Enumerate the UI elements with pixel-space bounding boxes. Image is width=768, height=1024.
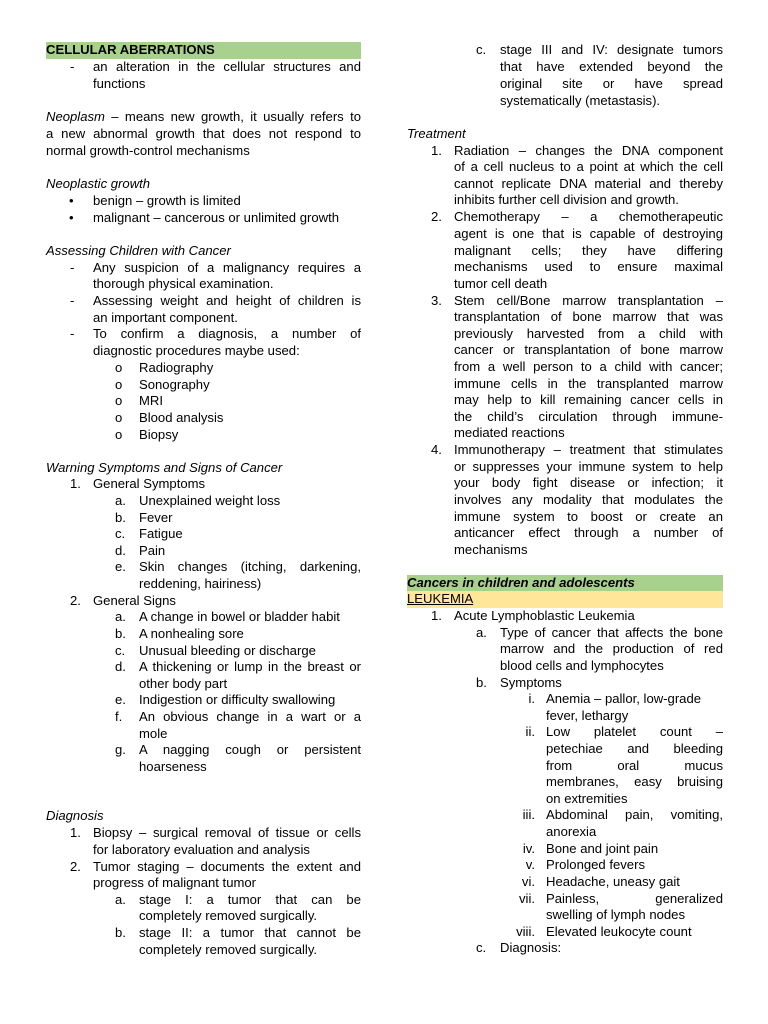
sign-item: Indigestion or difficulty swallowing: [139, 692, 336, 707]
treatment-line: cancer or transplantation of bone marrow: [454, 342, 723, 357]
neoplasm-line: a new abnormal growth that does not respond to: [46, 126, 361, 141]
symptom-item: petechiae and bleeding: [546, 741, 723, 756]
list-item: benign – growth is limited: [93, 193, 241, 208]
treatment-line: mediated reactions: [454, 425, 565, 440]
circle-marker: o: [115, 393, 123, 408]
letter-marker: a.: [115, 493, 126, 508]
roman-marker: i.: [528, 691, 535, 706]
all-title: Acute Lymphoblastic Leukemia: [454, 608, 635, 623]
letter-marker: a.: [476, 625, 487, 640]
letter-marker: b.: [476, 675, 487, 690]
procedure-item: Blood analysis: [139, 410, 224, 425]
leukemia-line: marrow and the production of red: [500, 641, 723, 656]
symptom-item: Low platelet count –: [546, 724, 723, 739]
list-item: Assessing weight and height of children is: [93, 293, 361, 308]
definition-line: an alteration in the cellular structures and: [93, 59, 361, 74]
sign-item: Unusual bleeding or discharge: [139, 643, 316, 658]
number-marker: 1.: [431, 608, 442, 623]
number-marker: 2.: [431, 209, 442, 224]
letter-marker: g.: [115, 742, 126, 757]
sign-item: A thickening or lump in the breast or: [139, 659, 361, 674]
roman-marker: iv.: [522, 841, 535, 856]
treatment-line: cannot replicate DNA material and thereby: [454, 176, 723, 191]
symptom-item: Prolonged fevers: [546, 857, 645, 872]
treatment-line: transplantation of bone marrow that was: [454, 309, 723, 324]
diagnosis-label: Diagnosis:: [500, 940, 562, 955]
procedure-item: Sonography: [139, 377, 210, 392]
symptom-item: Fever: [139, 510, 173, 525]
bullet-marker: •: [69, 210, 74, 225]
symptom-item: Abdominal pain, vomiting,: [546, 807, 723, 822]
treatment-line: previously harvested from a child with: [454, 326, 723, 341]
sign-item: mole: [139, 726, 168, 741]
number-marker: 2.: [70, 593, 81, 608]
general-symptoms-label: General Symptoms: [93, 476, 206, 491]
neoplasm-definition: – means new growth, it usually refers to: [104, 109, 361, 124]
procedure-item: MRI: [139, 393, 164, 408]
letter-marker: a.: [115, 609, 126, 624]
sign-item: A nonhealing sore: [139, 626, 244, 641]
letter-marker: b.: [115, 626, 126, 641]
symptom-item: reddening, hairiness): [139, 576, 262, 591]
treatment-line: involves any modality that modulates the: [454, 492, 723, 507]
symptom-item: from oral mucus: [546, 758, 723, 773]
symptom-item: Elevated leukocyte count: [546, 924, 692, 939]
roman-marker: ii.: [525, 724, 535, 739]
treatment-line: may help to kill remaining cancer cells in: [454, 392, 723, 407]
letter-marker: d.: [115, 659, 126, 674]
list-item: diagnostic procedures maybe used:: [93, 343, 300, 358]
symptoms-label: Symptoms: [500, 675, 562, 690]
treatment-line: Radiation – changes the DNA component: [454, 143, 723, 158]
neoplastic-growth-title: Neoplastic growth: [46, 176, 151, 191]
stage-item: completely removed surgically.: [139, 908, 318, 923]
roman-marker: viii.: [516, 924, 535, 939]
diagnosis-title: Diagnosis: [46, 808, 104, 823]
bullet-marker: •: [69, 193, 74, 208]
symptom-item: anorexia: [546, 824, 597, 839]
treatment-line: from a well person to a child with cancer;: [454, 359, 723, 374]
list-item: Any suspicion of a malignancy requires a: [93, 260, 361, 275]
stage-item: systematically (metastasis).: [500, 93, 661, 108]
treatment-line: inhibits further cell division and growth.: [454, 192, 679, 207]
treatment-line: agent is one that is capable of destroying: [454, 226, 723, 241]
treatment-line: anticancer effect through a number of: [454, 525, 723, 540]
letter-marker: c.: [476, 42, 487, 57]
treatment-line: malignant cells; they have differing: [454, 243, 723, 258]
treatment-line: immune system to boost or create an: [454, 509, 723, 524]
circle-marker: o: [115, 427, 123, 442]
letter-marker: b.: [115, 510, 126, 525]
list-item: thorough physical examination.: [93, 276, 274, 291]
diagnosis-item: progress of malignant tumor: [93, 875, 257, 890]
treatment-line: tumor cell death: [454, 276, 548, 291]
sign-item: An obvious change in a wart or a: [139, 709, 361, 724]
stage-item: stage III and IV: designate tumors: [500, 42, 723, 57]
roman-marker: vi.: [521, 874, 535, 889]
neoplasm-term: Neoplasm: [46, 109, 105, 124]
list-item: an important component.: [93, 310, 238, 325]
leukemia-line: blood cells and lymphocytes: [500, 658, 664, 673]
diagnosis-item: for laboratory evaluation and analysis: [93, 842, 310, 857]
letter-marker: e.: [115, 692, 126, 707]
stage-item: stage I: a tumor that can be: [139, 892, 361, 907]
number-marker: 1.: [70, 476, 81, 491]
roman-marker: v.: [525, 857, 535, 872]
number-marker: 2.: [70, 859, 81, 874]
circle-marker: o: [115, 360, 123, 375]
treatment-line: mechanisms: [454, 542, 528, 557]
number-marker: 4.: [431, 442, 442, 457]
symptom-item: Skin changes (itching, darkening,: [139, 559, 361, 574]
list-item: malignant – cancerous or unlimited growth: [93, 210, 340, 225]
assessing-title: Assessing Children with Cancer: [46, 243, 231, 258]
number-marker: 3.: [431, 293, 442, 308]
leukemia-line: Type of cancer that affects the bone: [500, 625, 723, 640]
general-signs-label: General Signs: [93, 593, 176, 608]
letter-marker: c.: [115, 526, 126, 541]
neoplasm-line: normal growth-control mechanisms: [46, 143, 250, 158]
dash-marker: -: [70, 260, 75, 275]
symptom-item: Anemia – pallor, low-grade: [546, 691, 702, 706]
letter-marker: a.: [115, 892, 126, 907]
symptom-item: Painless, generalized: [546, 891, 723, 906]
circle-marker: o: [115, 410, 123, 425]
symptom-item: Fatigue: [139, 526, 183, 541]
roman-marker: vii.: [518, 891, 535, 906]
diagnosis-item: Biopsy – surgical removal of tissue or cells: [93, 825, 361, 840]
symptom-item: Unexplained weight loss: [139, 493, 281, 508]
stage-item: original site or have spread: [500, 76, 723, 91]
leukemia-heading-bar: [407, 591, 723, 608]
letter-marker: d.: [115, 543, 126, 558]
sign-item: other body part: [139, 676, 228, 691]
leukemia-heading: LEUKEMIA: [407, 591, 474, 606]
symptom-item: Pain: [139, 543, 166, 558]
stage-item: that have extended beyond the: [500, 59, 723, 74]
diagnosis-item: Tumor staging – documents the extent and: [93, 859, 361, 874]
treatment-line: mechanisms used to ensure maximal: [454, 259, 723, 274]
letter-marker: c.: [115, 643, 126, 658]
sign-item: hoarseness: [139, 759, 207, 774]
treatment-line: of a cell nucleus to a point at which the cell: [454, 159, 723, 174]
treatment-title: Treatment: [407, 126, 466, 141]
list-item: To confirm a diagnosis, a number of: [93, 326, 361, 341]
letter-marker: f.: [115, 709, 123, 724]
circle-marker: o: [115, 377, 123, 392]
letter-marker: c.: [476, 940, 487, 955]
stage-item: completely removed surgically.: [139, 942, 318, 957]
sign-item: A nagging cough or persistent: [139, 742, 361, 757]
sign-item: A change in bowel or bladder habit: [139, 609, 340, 624]
treatment-line: or suppresses your immune system to help: [454, 459, 723, 474]
stage-item: stage II: a tumor that cannot be: [139, 925, 361, 940]
treatment-line: your body fight disease or infection; it: [454, 475, 723, 490]
dash-marker: -: [70, 293, 75, 308]
symptom-item: on extremities: [546, 791, 628, 806]
cellular-aberrations-heading: CELLULAR ABERRATIONS: [46, 42, 361, 59]
symptom-item: swelling of lymph nodes: [546, 907, 686, 922]
treatment-line: the child’s circulation through immune-: [454, 409, 723, 424]
treatment-line: Stem cell/Bone marrow transplantation –: [454, 293, 723, 308]
roman-marker: iii.: [522, 807, 535, 822]
symptom-item: Bone and joint pain: [546, 841, 659, 856]
number-marker: 1.: [431, 143, 442, 158]
symptom-item: membranes, easy bruising: [546, 774, 723, 789]
cancers-heading: Cancers in children and adolescents: [407, 575, 723, 592]
treatment-line: Chemotherapy – a chemotherapeutic: [454, 209, 723, 224]
symptom-item: fever, lethargy: [546, 708, 629, 723]
letter-marker: e.: [115, 559, 126, 574]
warning-title: Warning Symptoms and Signs of Cancer: [46, 460, 283, 475]
symptom-item: Headache, uneasy gait: [546, 874, 680, 889]
neoplasm-line: [46, 109, 361, 126]
procedure-item: Biopsy: [139, 427, 179, 442]
dash-marker: -: [70, 59, 75, 74]
dash-marker: -: [70, 326, 75, 341]
procedure-item: Radiography: [139, 360, 214, 375]
treatment-line: immune cells in the transplanted marrow: [454, 376, 723, 391]
treatment-line: Immunotherapy – treatment that stimulates: [454, 442, 723, 457]
number-marker: 1.: [70, 825, 81, 840]
definition-line: functions: [93, 76, 146, 91]
letter-marker: b.: [115, 925, 126, 940]
